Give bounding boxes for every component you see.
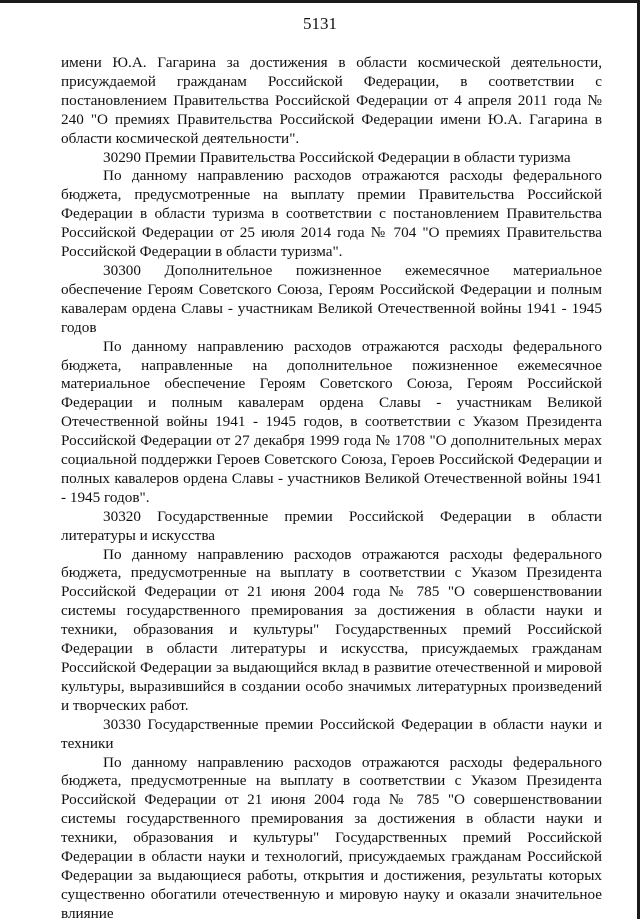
scan-edge-top bbox=[0, 0, 640, 3]
paragraph-30320: По данному направлению расходов отражаются расходы федерального бюджета, предусмотренные на выплату в соответствии с Указом Президента Российской Федерации от 21 июня 2004 года № 785 "О совершенствовании системы государственного премирования за достижения в области науки и техники, образования и культуры" Государственных премий Российской Федерации в области литературы и искусства, присуждаемых гражданам Российской Федерации за выдающийся вклад в развитие отечественной и мировой культуры, выразившийся в создании особо значимых литературных произведений и творческих работ. bbox=[61, 545, 602, 714]
section-heading-30330: 30330 Государственные премии Российской Федерации в области науки и техники bbox=[61, 715, 602, 752]
section-heading-30300: 30300 Дополнительное пожизненное ежемесячное материальное обеспечение Героям Советского Союза, Героям Российской Федерации и полным кавалерам ордена Славы - участникам Великой Отечественной войны 1941 - 1945 годов bbox=[61, 261, 602, 336]
paragraph-30330: По данному направлению расходов отражаются расходы федерального бюджета, предусмотренные на выплату в соответствии с Указом Президента Российской Федерации от 21 июня 2004 года № 785 "О совершенствовании системы государственного премирования за достижения в области науки и техники, образования и культуры" Государственных премий Российской Федерации в области науки и технологий, присуждаемых гражданам Российской Федерации за выдающиеся работы, открытия и достижения, результаты которых существенно обогатили отечественную и мировую науку и оказали значительное влияние bbox=[61, 753, 602, 922]
paragraph-continuation: имени Ю.А. Гагарина за достижения в области космической деятельности, присуждаемой гражданам Российской Федерации, в соответствии с постановлением Правительства Российской Федерации от 4 апреля 2011 года № 240 "О премиях Правительства Российской Федерации имени Ю.А. Гагарина в области космической деятельности". bbox=[61, 54, 602, 147]
section-heading-30320: 30320 Государственные премии Российской Федерации в области литературы и искусства bbox=[61, 507, 602, 544]
paragraph-30300: По данному направлению расходов отражаются расходы федерального бюджета, направленные на дополнительное пожизненное ежемесячное материальное обеспечение Героям Советского Союза, Героям Российской Федерации и полным кавалерам ордена Славы - участникам Великой Отечественной войны 1941 - 1945 годов, в соответствии с Указом Президента Российской Федерации от 27 декабря 1999 года № 1708 "О дополнительных мерах социальной поддержки Героев Советского Союза, Героев Российской Федерации и полных кавалеров ордена Славы - участников Великой Отечественной войны 1941 - 1945 годов". bbox=[61, 337, 602, 506]
paragraph-30290: По данному направлению расходов отражаются расходы федерального бюджета, предусмотренные на выплату премии Правительства Российской Федерации в области туризма в соответствии с постановлением Правительства Российской Федерации от 25 июля 2014 года № 704 "О премиях Правительства Российской Федерации в области туризма". bbox=[61, 167, 602, 261]
document-body bbox=[61, 54, 602, 924]
page-number: 5131 bbox=[303, 14, 337, 33]
section-heading-30290: 30290 Премии Правительства Российской Федерации в области туризма bbox=[103, 148, 571, 166]
